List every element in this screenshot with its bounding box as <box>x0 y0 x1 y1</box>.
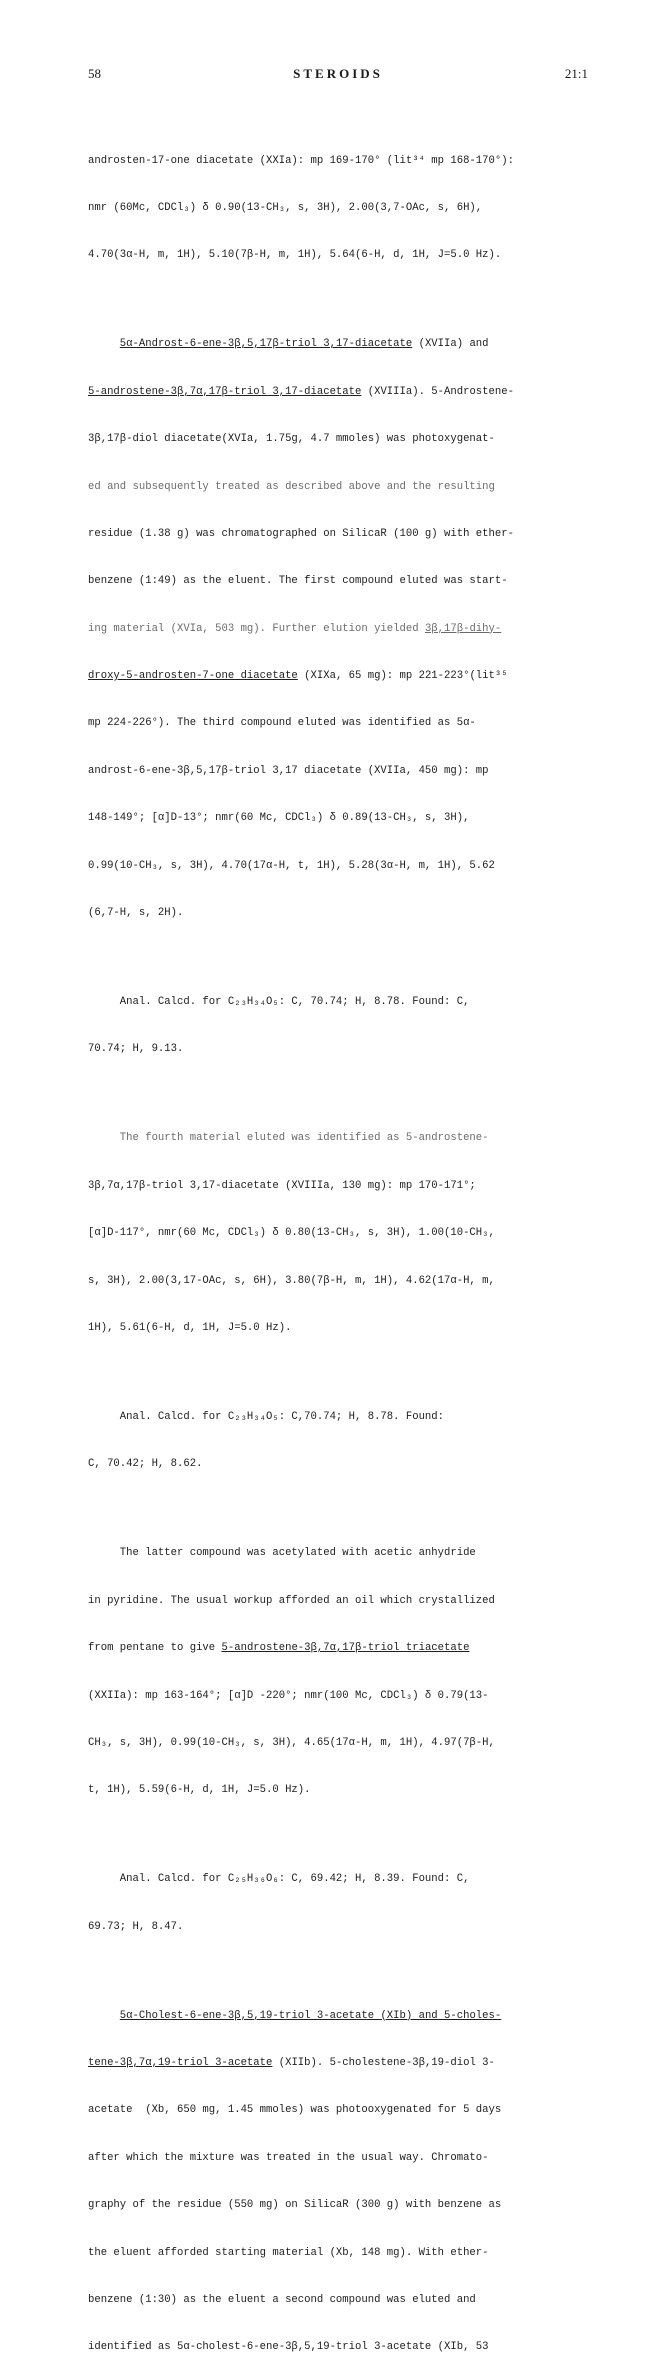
text-line: benzene (1:49) as the eluent. The first compound eluted was start- <box>88 575 508 588</box>
text-line: 4.70(3α-H, m, 1H), 5.10(7β-H, m, 1H), 5.64(6-H, d, 1H, J=5.0 Hz). <box>88 249 502 262</box>
compound-name: tene-3β,7α,19-triol 3-acetate <box>88 2057 273 2070</box>
section-heading: 5-androstene-3β,7α,17β-triol 3,17-diacetate (XVIIIa). 5-Androstene- <box>88 385 514 398</box>
text-line: from pentane to give 5-androstene-3β,7α,17β-triol triacetate <box>88 1642 470 1655</box>
text-line: ing material (XVIa, 503 mg). Further elution yielded 3β,17β-dihy- <box>88 622 502 635</box>
page-header <box>88 66 588 84</box>
text-line: CH₃, s, 3H), 0.99(10-CH₃, s, 3H), 4.65(17α-H, m, 1H), 4.97(7β-H, <box>88 1736 495 1749</box>
text-line: The fourth material eluted was identified as 5-androstene- <box>88 1132 489 1145</box>
analysis-line: Anal. Calcd. for C₂₃H₃₄O₅: C, 70.74; H, 8.78. Found: C, <box>88 996 470 1009</box>
compound-name: 3β,17β-dihy- <box>424 622 502 635</box>
text-line: graphy of the residue (550 mg) on SilicaR (300 g) with benzene as <box>88 2199 502 2212</box>
text-line: (6,7-H, s, 2H). <box>88 907 184 920</box>
text-line: 148-149°; [α]D-13°; nmr(60 Mc, CDCl₃) δ 0.89(13-CH₃, s, 3H), <box>88 812 470 825</box>
section-heading: 5α-Androst-6-ene-3β,5,17β-triol 3,17-diacetate (XVIIa) and <box>119 338 489 351</box>
text-line: the eluent afforded starting material (Xb, 148 mg). With ether- <box>88 2246 489 2259</box>
compound-name: droxy-5-androsten-7-one diacetate <box>88 670 298 683</box>
text-line: androst-6-ene-3β,5,17β-triol 3,17 diacetate (XVIIa, 450 mg): mp <box>88 764 489 777</box>
text-line: s, 3H), 2.00(3,17-OAc, s, 6H), 3.80(7β-H, m, 1H), 4.62(17α-H, m, <box>88 1274 495 1287</box>
text-line: 3β,17β-diol diacetate(XVIa, 1.75g, 4.7 mmoles) was photoxygenat- <box>88 433 495 446</box>
analysis-line: 69.73; H, 8.47. <box>88 1920 184 1933</box>
section-heading: tene-3β,7α,19-triol 3-acetate (XIIb). 5-cholestene-3β,19-diol 3- <box>88 2057 495 2070</box>
journal-title: STEROIDS <box>293 66 383 81</box>
compound-name: 5α-Androst-6-ene-3β,5,17β-triol 3,17-diacetate <box>119 338 413 351</box>
text-line: residue (1.38 g) was chromatographed on SilicaR (100 g) with ether- <box>88 527 514 540</box>
page-number: 58 <box>88 66 101 81</box>
text-line: after which the mixture was treated in the usual way. Chromato- <box>88 2151 489 2164</box>
text-line: mp 224-226°). The third compound eluted was identified as 5α- <box>88 717 476 730</box>
analysis-line: Anal. Calcd. for C₂₅H₃₆O₆: C, 69.42; H, 8.39. Found: C, <box>88 1873 470 1886</box>
issue-number: 21:1 <box>564 66 588 81</box>
article-body <box>88 122 588 2372</box>
text-line: identified as 5α-cholest-6-ene-3β,5,19-triol 3-acetate (XIb, 53 <box>88 2341 489 2354</box>
text-line: 1H), 5.61(6-H, d, 1H, J=5.0 Hz). <box>88 1321 292 1334</box>
text-line: acetate (Xb, 650 mg, 1.45 mmoles) was photooxygenated for 5 days <box>88 2104 502 2117</box>
text-line: t, 1H), 5.59(6-H, d, 1H, J=5.0 Hz). <box>88 1784 311 1797</box>
text-line: androsten-17-one diacetate (XXIa): mp 169-170° (lit³⁴ mp 168-170°): <box>88 154 514 167</box>
analysis-line: Anal. Calcd. for C₂₃H₃₄O₅: C,70.74; H, 8.78. Found: <box>88 1410 445 1423</box>
section-heading <box>88 2009 588 2025</box>
compound-name: 5-androstene-3β,7α,17β-triol triacetate <box>221 1642 470 1655</box>
text-line: ed and subsequently treated as described above and the resulting <box>88 480 495 493</box>
text-line: benzene (1:30) as the eluent a second compound was eluted and <box>88 2293 476 2306</box>
compound-name: 5α-Cholest-6-ene-3β,5,19-triol 3-acetate (XIb) and 5-choles- <box>119 2009 502 2022</box>
text-line: The latter compound was acetylated with acetic anhydride <box>88 1547 476 1560</box>
analysis-line: C, 70.42; H, 8.62. <box>88 1458 203 1471</box>
text-line: in pyridine. The usual workup afforded an oil which crystallized <box>88 1594 495 1607</box>
text-line: 0.99(10-CH₃, s, 3H), 4.70(17α-H, t, 1H), 5.28(3α-H, m, 1H), 5.62 <box>88 859 495 872</box>
compound-name: 5-androstene-3β,7α,17β-triol 3,17-diacetate <box>88 385 362 398</box>
text-line: (XXIIa): mp 163-164°; [α]D -220°; nmr(100 Mc, CDCl₃) δ 0.79(13- <box>88 1689 489 1702</box>
text-line: [α]D-117°, nmr(60 Mc, CDCl₃) δ 0.80(13-CH₃, s, 3H), 1.00(10-CH₃, <box>88 1227 495 1240</box>
text-line: 3β,7α,17β-triol 3,17-diacetate (XVIIIa, 130 mg): mp 170-171°; <box>88 1179 476 1192</box>
analysis-line: 70.74; H, 9.13. <box>88 1043 184 1056</box>
text-line: droxy-5-androsten-7-one diacetate (XIXa, 65 mg): mp 221-223°(lit³⁵ <box>88 670 508 683</box>
text-line: nmr (60Mc, CDCl₃) δ 0.90(13-CH₃, s, 3H), 2.00(3,7-OAc, s, 6H), <box>88 201 483 214</box>
